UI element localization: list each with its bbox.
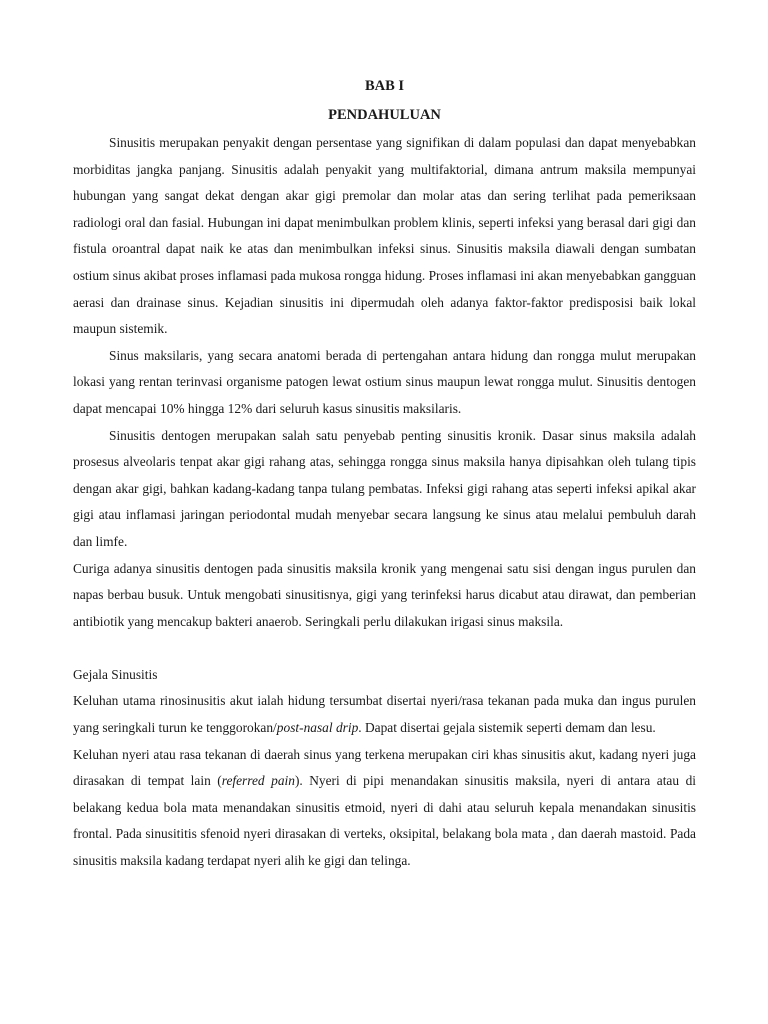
symptom-2-text-a: Keluhan nyeri atau rasa tekanan di daerah sinus yang terkena merupakan ciri khas sinusitis akut, kadang nyeri juga dirasakan di tempat lain ( — [73, 746, 696, 789]
symptom-2-text-b: ). Nyeri di pipi menandakan sinusitis maksila, nyeri di antara atau di belakang kedua bola mata menandakan sinusitis etmoid, nyeri di dahi atau seluruh kepala menandakan sinusitis frontal. Pada sinusititis sfenoid nyeri dirasakan di verteks, oksipital, belakang bola mata , dan daerah mastoid. Pada sinusitis maksila kadang terdapat nyeri alih ke gigi dan telinga. — [73, 773, 696, 869]
symptom-paragraph-2 — [73, 742, 696, 875]
chapter-title: PENDAHULUAN — [328, 107, 441, 123]
symptom-paragraph-1 — [73, 688, 696, 741]
section-title: Gejala Sinusitis — [73, 666, 158, 682]
chapter-number: BAB I — [364, 78, 405, 94]
document-page — [73, 70, 696, 875]
paragraph-2: Sinus maksilaris, yang secara anatomi berada di pertengahan antara hidung dan rongga mulut merupakan lokasi yang rentan terinvasi organisme patogen lewat ostium sinus maupun lewat rongga mulut. Sinusitis dentogen dapat mencapai 10% hingga 12% dari seluruh kasus sinusitis maksilaris. — [73, 347, 696, 416]
paragraph-1: Sinusitis merupakan penyakit dengan persentase yang signifikan di dalam populasi dan dapat menyebabkan morbiditas jangka panjang. Sinusitis adalah penyakit yang multifaktorial, dimana antrum maksila mempunyai hubungan yang sangat dekat dengan akar gigi premolar dan molar atas dan sering terlihat pada pemeriksaan radiologi oral dan fasial. Hubungan ini dapat menimbulkan problem klinis, seperti infeksi yang berasal dari gigi dan fistula oroantral dapat naik ke atas dan menimbulkan infeksi sinus. Sinusitis maksila diawali dengan sumbatan ostium sinus akibat proses inflamasi pada mukosa rongga hidung. Proses inflamasi ini akan menyebabkan gangguan aerasi dan drainase sinus. Kejadian sinusitis ini dipermudah oleh adanya faktor-faktor predisposisi baik lokal maupun sistemik. — [73, 135, 696, 337]
paragraph-4: Curiga adanya sinusitis dentogen pada sinusitis maksila kronik yang mengenai satu sisi dengan ingus purulen dan napas berbau busuk. Untuk mengobati sinusitisnya, gigi yang terinfeksi harus dicabut atau dirawat, dan pemberian antibiotik yang mencakup bakteri anaerob. Seringkali perlu dilakukan irigasi sinus maksila. — [73, 560, 696, 629]
symptom-1-text-a: Keluhan utama rinosinusitis akut ialah hidung tersumbat disertai nyeri/rasa tekanan pada muka dan ingus purulen yang seringkali turun ke tenggorokan/ — [73, 693, 696, 736]
symptom-2-italic: referred pain — [221, 773, 295, 789]
symptom-1-text-b: . Dapat disertai gejala sistemik seperti demam dan lesu. — [358, 720, 656, 736]
paragraph-3: Sinusitis dentogen merupakan salah satu penyebab penting sinusitis kronik. Dasar sinus maksila adalah prosesus alveolaris tenpat akar gigi rahang atas, sehingga rongga sinus maksila hanya dipisahkan oleh tulang tipis dengan akar gigi, bahkan kadang-kadang tanpa tulang pembatas. Infeksi gigi rahang atas seperti infeksi apikal akar gigi atau inflamasi jaringan periodontal mudah menyebar secara langsung ke sinus atau melalui pembuluh darah dan limfe. — [73, 427, 696, 549]
symptom-1-italic: post-nasal drip — [276, 720, 359, 736]
